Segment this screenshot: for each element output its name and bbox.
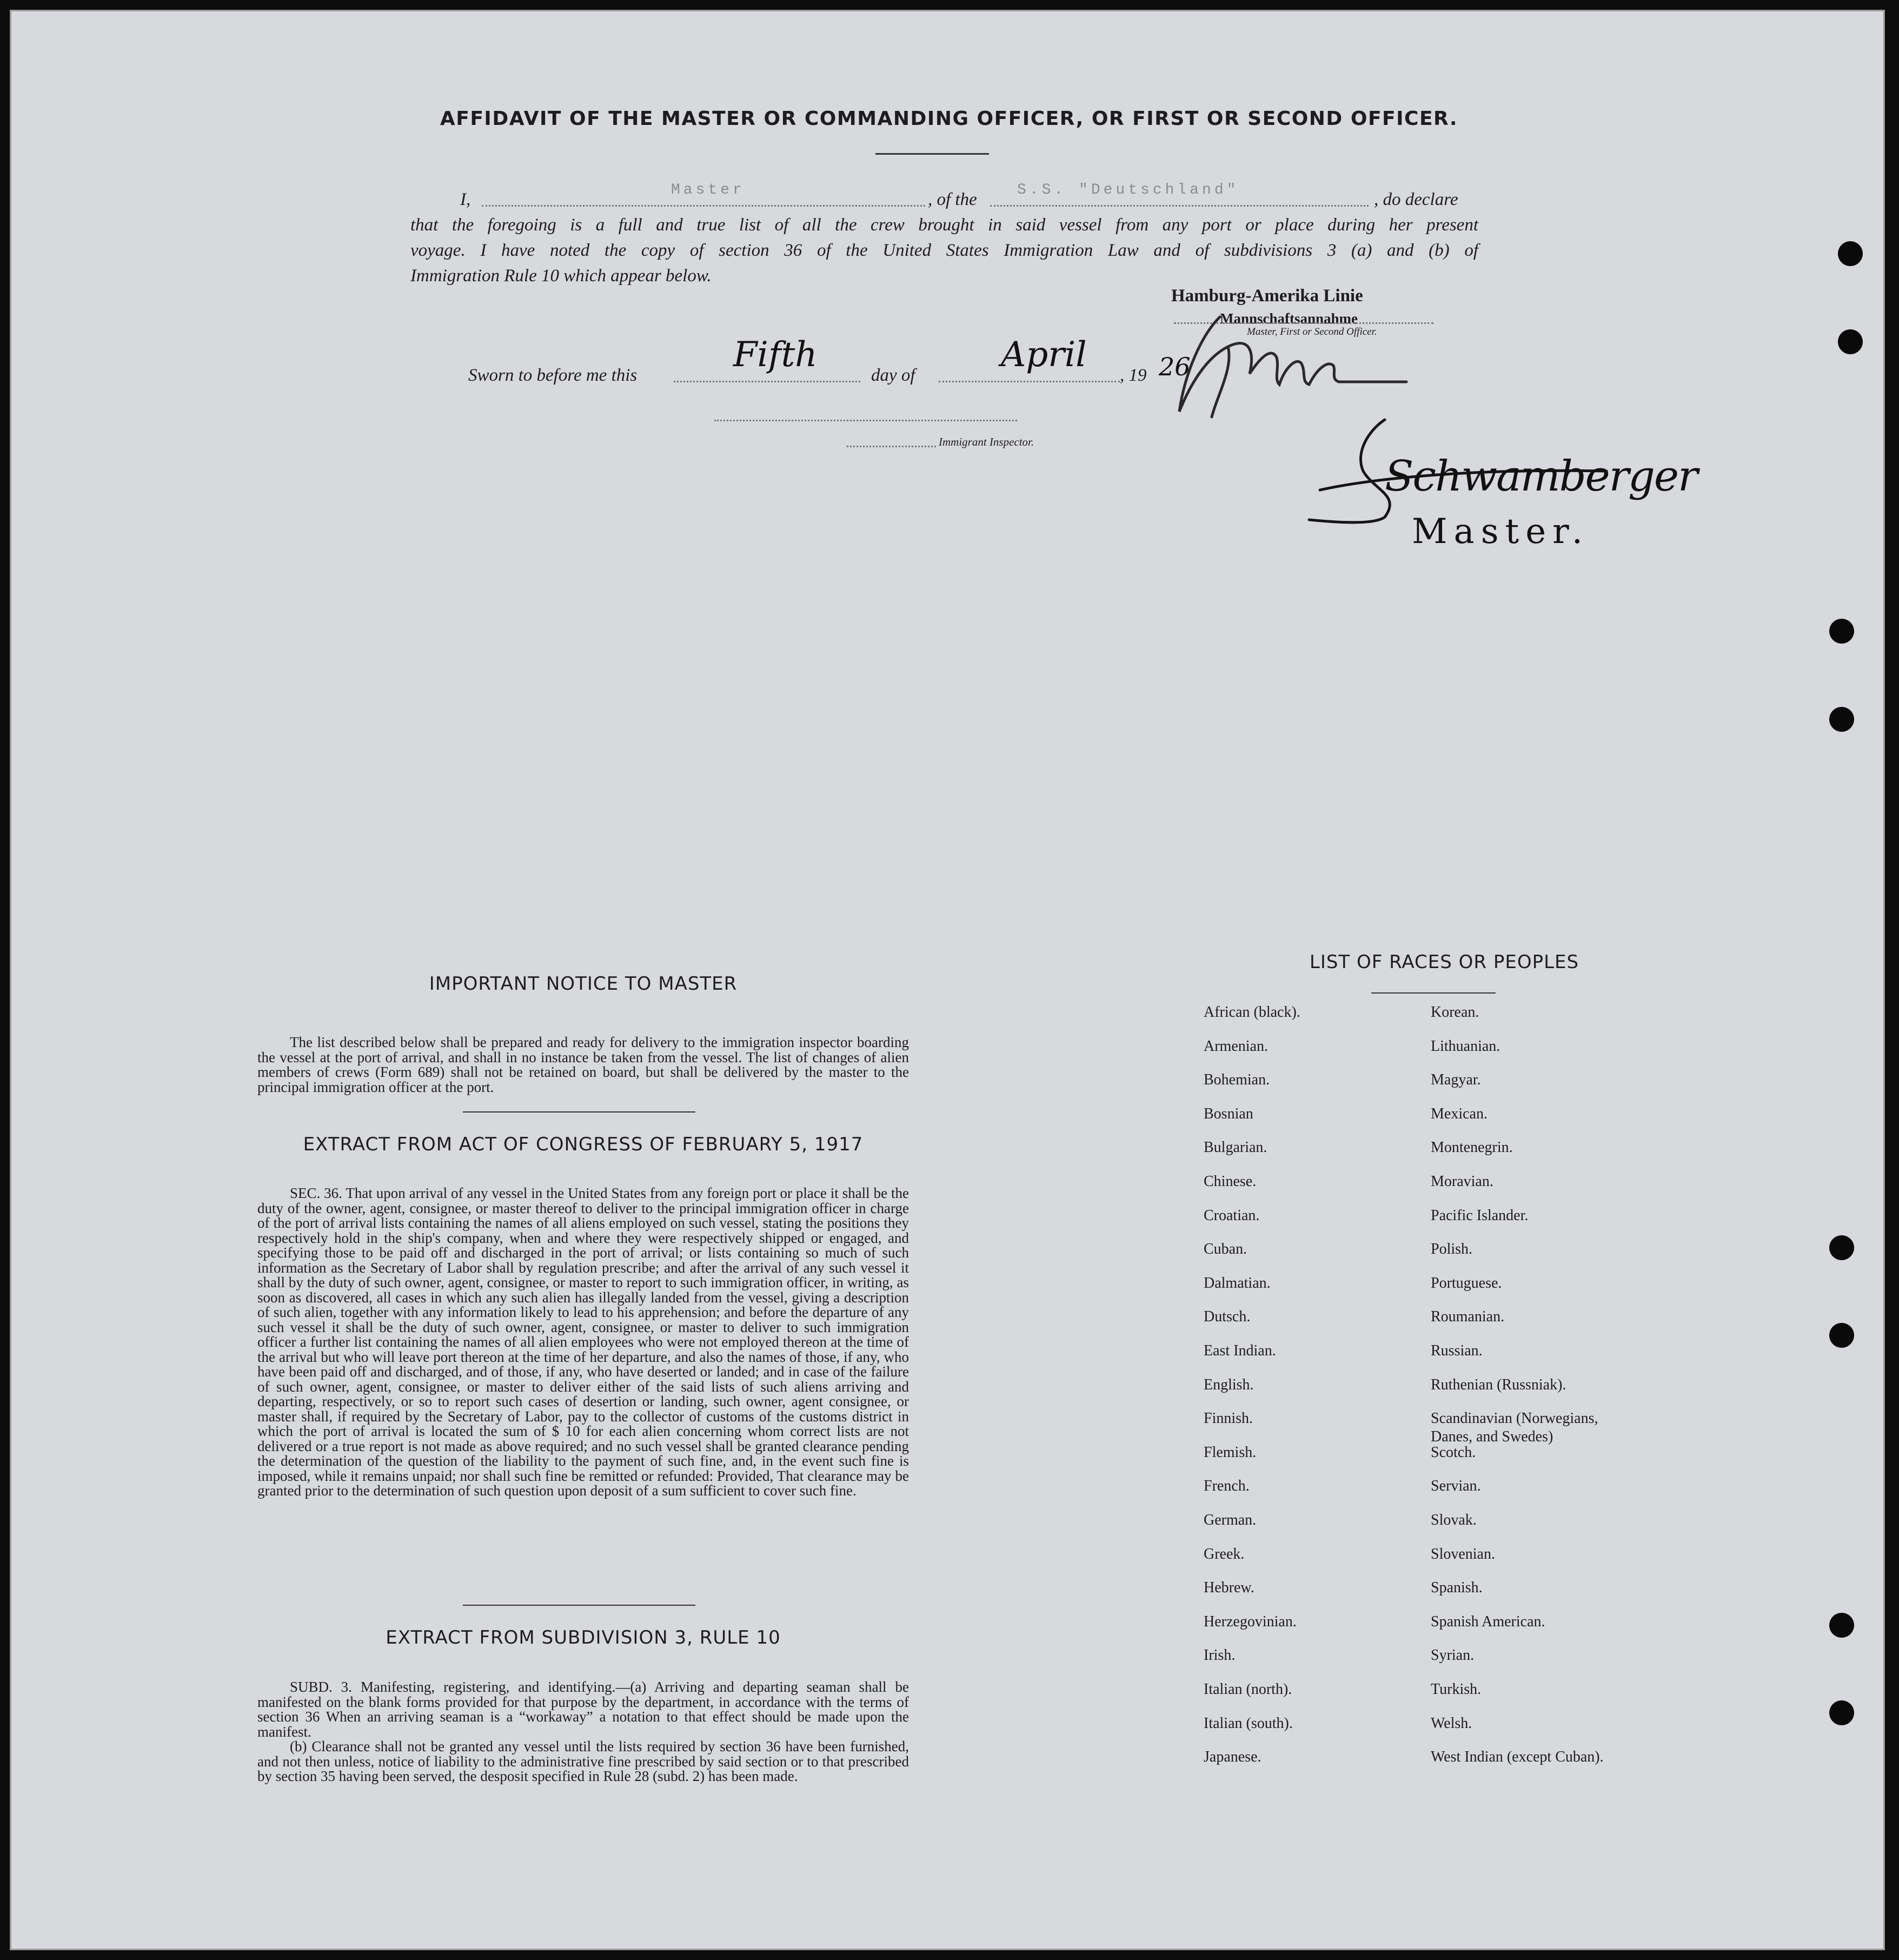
race-item: Portuguese. — [1431, 1274, 1502, 1292]
race-item: Slovak. — [1431, 1512, 1477, 1528]
stamp-line-1: Hamburg-Amerika Linie — [1171, 286, 1363, 306]
race-item: Italian (south). — [1204, 1714, 1293, 1732]
stamp-line-2: Mannschaftsannahme — [1220, 310, 1358, 327]
master-signature-title: Master. — [1412, 512, 1590, 552]
race-item: Bosnian — [1204, 1105, 1253, 1122]
sworn-label: Sworn to before me this — [468, 366, 638, 385]
race-item: Herzegovinian. — [1204, 1613, 1297, 1630]
race-item: West Indian (except Cuban). — [1431, 1749, 1604, 1766]
affidavit-line-4: Immigration Rule 10 which appear below. — [410, 266, 712, 286]
vessel-faint-text: S.S. "Deutschland" — [1017, 182, 1239, 198]
inspector-blank-2 — [847, 446, 936, 447]
act-rule — [463, 1605, 695, 1606]
race-item: Cuban. — [1204, 1241, 1247, 1258]
race-item: Scotch. — [1431, 1443, 1476, 1461]
master-signature: Schwamberger — [1385, 452, 1697, 501]
act-text — [257, 1186, 909, 1499]
notice-paragraph: The list described below shall be prepared and ready for delivery to the immigration inspector boarding the vessel at the port of arrival, and shall in no instance be taken from the vessel. The list of changes of alien members of crews (Form 689) shall not be retained on board, but shall be delivered by the master to the principal immigration officer at the port. — [257, 1034, 909, 1095]
of-the-label: , of the — [928, 190, 977, 209]
punch-hole — [1829, 707, 1854, 732]
punch-hole — [1829, 619, 1854, 644]
race-item: Dalmatian. — [1204, 1274, 1271, 1292]
race-item: Armenian. — [1204, 1037, 1268, 1055]
race-item: Pacific Islander. — [1431, 1207, 1529, 1224]
inspector-blank-1 — [714, 420, 1017, 421]
race-item: Montenegrin. — [1431, 1139, 1513, 1156]
race-item: German. — [1204, 1512, 1257, 1528]
race-item: Flemish. — [1204, 1443, 1257, 1461]
race-item: Scandinavian (Norwegians, — [1431, 1410, 1598, 1427]
punch-hole — [1838, 329, 1863, 354]
race-item: Turkish. — [1431, 1681, 1482, 1698]
race-item: Bulgarian. — [1204, 1139, 1267, 1156]
master-faint-text: Master — [671, 182, 745, 198]
race-item: Hebrew. — [1204, 1579, 1254, 1597]
inspector-label: Immigrant Inspector. — [939, 435, 1034, 448]
race-item: Korean. — [1431, 1004, 1479, 1021]
document-page — [10, 10, 1885, 1950]
race-item: English. — [1204, 1376, 1254, 1393]
races-rule — [1371, 992, 1496, 994]
do-declare-label: , do declare — [1374, 190, 1458, 209]
race-item: Slovenian. — [1431, 1545, 1495, 1562]
race-item: Syrian. — [1431, 1647, 1475, 1664]
race-item: Irish. — [1204, 1647, 1236, 1664]
notice-text — [257, 1035, 909, 1095]
race-item: Croatian. — [1204, 1207, 1260, 1224]
notice-title: IMPORTANT NOTICE TO MASTER — [429, 973, 738, 995]
rule-title: EXTRACT FROM SUBDIVISION 3, RULE 10 — [386, 1627, 781, 1648]
master-blank — [482, 205, 925, 207]
race-item: Magyar. — [1431, 1071, 1481, 1089]
race-item: African (black). — [1204, 1004, 1300, 1021]
race-item: Moravian. — [1431, 1173, 1493, 1190]
race-item: Finnish. — [1204, 1410, 1253, 1427]
notice-rule — [463, 1111, 695, 1113]
race-item: Servian. — [1431, 1478, 1481, 1495]
punch-hole — [1838, 241, 1863, 266]
race-item: Polish. — [1431, 1241, 1473, 1258]
act-paragraph: SEC. 36. That upon arrival of any vessel in the United States from any foreign port or place it shall be the duty of the owner, agent, consignee, or master thereof to deliver to the principal immigration officer in charge of the port of arrival lists containing the names of all aliens employed on such vessel, stating the positions they respectively hold in the ship's company, when and where they were respectively shipped or engaged, and specifying those to be paid off and discharged in the port of arrival; or lists containing so much of such information as the Secretary of Labor shall by regulation prescribe; and after the arrival of any such vessel it shall by the duty of such owner, agent, consignee, or master to report to such immigration officer, in writing, as soon as discovered, all cases in which any such alien has illegally landed from the vessel, giving a description of such alien, together with any information likely to lead to his apprehension; and before the departure of any such vessel it shall be the duty of such owner, agent, consignee, or master to deliver to such immigration officer a further list containing the names of all alien employees who were not employed thereon at the time of the arrival but who will leave port thereon at the time of her departure, and also the names of those, if any, who have been paid off and discharged, and of those, if any, who have deserted or landed; and in case of the failure of such owner, agent, consignee, or master to deliver either of the said lists of such aliens arriving and departing, respectively, or so to report such cases of desertion or landing, such owner, agent consignee, or master shall, if required by the Secretary of Labor, pay to the collector of customs of the customs district in which the port of arrival is located the sum of $ 10 for each alien concerning whom correct lists are not delivered or a true report is not made as above required; and no such vessel shall be granted clearance pending the determination of the question of the liability to the payment of such fine, and, in the event such fine is imposed, while it remains unpaid; nor shall such fine be remitted or refunded: Provided, That clearance may be granted prior to the determination of such question upon deposit of a sum sufficient to cover such fine. — [257, 1185, 909, 1499]
rule-text — [257, 1680, 909, 1784]
race-item: Russian. — [1431, 1342, 1483, 1359]
race-item: Italian (north). — [1204, 1681, 1292, 1698]
race-item: Mexican. — [1431, 1105, 1488, 1122]
race-item: Dutsch. — [1204, 1308, 1251, 1326]
race-item: Spanish. — [1431, 1579, 1483, 1597]
race-item: Japanese. — [1204, 1749, 1261, 1766]
sworn-day-handwriting: Fifth — [733, 335, 818, 375]
affidavit-line-3: voyage. I have noted the copy of section 36 of the United States Immigration Law and of subdivisions 3 (a) and (b) of — [410, 241, 1478, 260]
day-blank — [674, 381, 860, 382]
race-scandinavian-continued: Danes, and Swedes) — [1431, 1428, 1553, 1445]
race-item: Lithuanian. — [1431, 1037, 1500, 1055]
year-prefix: , 19 — [1120, 366, 1147, 385]
vessel-blank — [990, 205, 1369, 207]
affidavit-i-label: I, — [460, 190, 471, 209]
race-item: Bohemian. — [1204, 1071, 1270, 1089]
rule-paragraph-a: SUBD. 3. Manifesting, registering, and identifying.—(a) Arriving and departing seaman shall be manifested on the blank forms provided for that purpose by the department, in accordance with the terms of section 36 When an arriving seaman is a “workaway” a notation to that effect should be made upon the manifest. — [257, 1679, 909, 1740]
title-rule — [875, 153, 989, 155]
officer-label: Master, First or Second Officer. — [1247, 326, 1377, 337]
race-item: Roumanian. — [1431, 1308, 1505, 1326]
race-item: East Indian. — [1204, 1342, 1276, 1359]
day-of-label: day of — [871, 366, 915, 385]
rule-paragraph-b: (b) Clearance shall not be granted any vessel until the lists required by section 36 have been furnished, and not then unless, notice of liability to the administrative fine prescribed by said section or to that prescribed by section 35 having been served, the desposit specified in Rule 28 (subd. 2) has been made. — [257, 1738, 909, 1784]
race-item: Spanish American. — [1431, 1613, 1545, 1630]
affidavit-title: AFFIDAVIT OF THE MASTER OR COMMANDING OFFICER, OR FIRST OR SECOND OFFICER. — [440, 108, 1458, 130]
punch-hole — [1829, 1700, 1854, 1725]
punch-hole — [1829, 1235, 1854, 1260]
year-handwriting: 26 — [1159, 352, 1191, 381]
punch-hole — [1829, 1613, 1854, 1638]
race-item: Welsh. — [1431, 1714, 1472, 1732]
race-item: Greek. — [1204, 1545, 1245, 1562]
affidavit-line-2: that the foregoing is a full and true list of all the crew brought in said vessel from any port or place during her present — [410, 215, 1478, 235]
sworn-month-handwriting: April — [1001, 335, 1087, 375]
punch-hole — [1829, 1323, 1854, 1348]
race-item: Ruthenian (Russniak). — [1431, 1376, 1566, 1393]
race-item: French. — [1204, 1478, 1250, 1495]
act-title: EXTRACT FROM ACT OF CONGRESS OF FEBRUARY 5, 1917 — [303, 1134, 864, 1155]
race-item: Chinese. — [1204, 1173, 1257, 1190]
month-blank — [939, 381, 1120, 382]
races-title: LIST OF RACES OR PEOPLES — [1309, 951, 1579, 973]
